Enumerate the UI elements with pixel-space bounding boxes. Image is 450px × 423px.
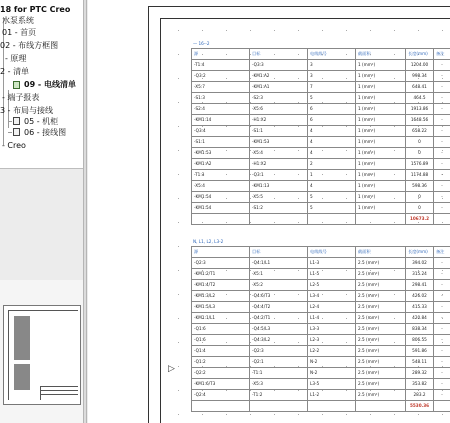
table-cell: 2 [308,159,356,170]
table-cell: 648.41 [406,82,434,93]
table-cell: 4 [308,181,356,192]
table-cell: -S1:1 [250,126,308,137]
table-cell [356,401,406,412]
table-cell: 420.84 [406,313,434,324]
column-header: 源 [192,49,250,60]
table-cell: 1 (mm²) [356,115,406,126]
table-cell: L2-2 [308,346,356,357]
table-cell: -H1:X2 [250,159,308,170]
table-cell: -KM1:5/L3 [192,302,250,313]
grid-dot [442,30,443,31]
column-header: 备注 [434,247,450,258]
table-cell: 0 [406,203,434,214]
table-cell: N-2 [308,368,356,379]
grid-dot [178,54,179,55]
table-cell: -S2:3 [250,93,308,104]
column-header: 截面积 [356,247,406,258]
table-cell: -Q4:6/T3 [250,291,308,302]
table-cell: - [434,258,450,269]
table-row[interactable] [192,93,450,104]
table-cell: -KM1:4/T2 [192,280,250,291]
table-cell: 6 [308,115,356,126]
table-cell: L1-4 [308,313,356,324]
table-row[interactable] [192,357,450,368]
tree-item-wiring-diagram[interactable]: 06 - 接线图 [24,128,67,137]
table-cell: 0 [406,192,434,203]
tree-item-creo[interactable]: - Creo [2,141,26,150]
table-cell: -Q3:1 [250,170,308,181]
grid-dot [346,30,347,31]
table-cell: 1 [308,170,356,181]
table-cell [192,401,250,412]
table-cell: -T1:2 [250,390,308,401]
grid-dot [274,414,275,415]
table-cell: 2.5 (mm²) [356,379,406,390]
table-cell: 1 (mm²) [356,148,406,159]
table-cell: -X5:2 [250,280,308,291]
table-cell: -Q4:5/L3 [250,324,308,335]
table-cell: 4 [308,137,356,148]
tree-item-layout-wiring[interactable]: 3 - 布局与接线 [0,106,54,115]
table-cell: - [434,280,450,291]
table-cell: -S1:2 [250,203,308,214]
table-cell: 1 (mm²) [356,203,406,214]
table-cell: - [434,313,450,324]
thumb-line [40,386,41,400]
table-cell: - [434,390,450,401]
table-cell: L1-3 [308,258,356,269]
table-cell: 2.5 (mm²) [356,335,406,346]
table-cell: -Q2:4 [192,390,250,401]
wire-list-table[interactable] [191,48,450,225]
table-row[interactable] [192,60,450,71]
table-cell: -KM1:A2 [250,71,308,82]
table-cell: -KM1:53 [250,137,308,148]
table-cell [308,214,356,225]
table-cell: 838.34 [406,324,434,335]
table-cell: - [434,291,450,302]
table-header-row [192,247,450,258]
drawing-icon [13,117,20,125]
table-cell: 548.11 [406,357,434,368]
table-cell: 5 [308,192,356,203]
table-cell: -S1:1 [192,137,250,148]
table-cell: 2.5 (mm²) [356,280,406,291]
table-cell: 4 [308,148,356,159]
total-length: 10673.2 [406,214,434,225]
table-cell: -KM1:6/T3 [192,379,250,390]
table-row[interactable] [192,126,450,137]
table-cell: -Q2:3 [192,258,250,269]
table-cell: -X5:6 [250,104,308,115]
table-row[interactable] [192,379,450,390]
table-row[interactable] [192,104,450,115]
table-cell: - [434,357,450,368]
grid-dot [178,270,179,271]
table-cell: -KM1:54 [192,192,250,203]
table-cell: -Q2:2 [192,368,250,379]
thumb-line [40,386,78,387]
table-cell: L1-5 [308,269,356,280]
table-row[interactable] [192,137,450,148]
table-cell: - [434,137,450,148]
table-cell: 353.82 [406,379,434,390]
table-cell: 1648.56 [406,115,434,126]
drawing-icon [13,128,20,136]
table-cell [192,214,250,225]
table-row[interactable] [192,258,450,269]
table-cell [250,214,308,225]
table-cell: -H1:X2 [250,115,308,126]
column-header: 目标 [250,49,308,60]
table-cell: L2-5 [308,280,356,291]
grid-dot [370,30,371,31]
table-cell: 4 [308,126,356,137]
table-cell: 2.5 (mm²) [356,324,406,335]
tree-root[interactable]: 18 for PTC Creo [0,5,71,14]
thumb-line [40,394,78,395]
table-cell: - [434,379,450,390]
table-cell: -KM1:A1 [250,82,308,93]
table-cell: -T1:3 [192,170,250,181]
total-length: 5530.36 [406,401,434,412]
table-cell: - [434,82,450,93]
table-cell: 464.5 [406,93,434,104]
table-cell: 3 [308,60,356,71]
thumb-table [14,316,30,360]
table-cell: 1576.89 [406,159,434,170]
table-cell: 315.24 [406,269,434,280]
grid-dot [226,30,227,31]
table-row[interactable] [192,280,450,291]
grid-dot [394,414,395,415]
grid-dot [178,78,179,79]
panel-divider [0,168,83,169]
column-header: 电线线号 [308,49,356,60]
tree-branch [8,132,12,133]
column-header: 长度(mm) [406,49,434,60]
table-cell: 658.22 [406,126,434,137]
table-cell: - [434,126,450,137]
table-cell: -S2:4 [192,104,250,115]
grid-dot [322,414,323,415]
grid-dot [178,390,179,391]
column-header: 备注 [434,49,450,60]
table-row[interactable] [192,181,450,192]
table-cell: 0 [406,148,434,159]
table-row[interactable] [192,324,450,335]
table-cell: -Q4:4/T2 [250,302,308,313]
table-cell: -X5:5 [250,192,308,203]
table-cell: -KM1:54 [192,203,250,214]
grid-dot [274,30,275,31]
table-cell: 2.5 (mm²) [356,302,406,313]
grid-dot [250,414,251,415]
table-cell: 2.5 (mm²) [356,346,406,357]
table-row[interactable] [192,159,450,170]
table-cell: - [434,368,450,379]
table-cell: 2.5 (mm²) [356,258,406,269]
wire-list-table[interactable] [191,246,450,412]
tree-item-schematic[interactable]: - 原理 [5,54,27,63]
table-header-row [192,49,450,60]
table-cell: - [434,335,450,346]
table-cell: -KM1:A2 [192,159,250,170]
table-cell: 289.32 [406,368,434,379]
table-row[interactable] [192,170,450,181]
grid-dot [418,30,419,31]
grid-dot [298,30,299,31]
grid-dot [394,30,395,31]
table-cell: 1 (mm²) [356,104,406,115]
group-title: — 16--2 [193,41,210,46]
table-cell [308,401,356,412]
table-cell: 598.36 [406,181,434,192]
grid-dot [370,414,371,415]
grid-dot [178,150,179,151]
grid-dot [178,414,179,415]
grid-dot [178,198,179,199]
grid-dot [178,318,179,319]
grid-dot [178,294,179,295]
table-cell: 0 [406,137,434,148]
project-tree[interactable] [0,0,83,168]
table-cell: L3-4 [308,291,356,302]
table-cell: L3-3 [308,324,356,335]
group-title: N, L1, L2, L3-2 [193,239,224,244]
thumb-table [14,364,30,390]
tree-branch [8,121,12,122]
thumb-line [8,310,9,400]
table-row[interactable] [192,335,450,346]
grid-dot [298,414,299,415]
table-cell: - [434,159,450,170]
table-cell: - [434,115,450,126]
table-cell: 2.5 (mm²) [356,368,406,379]
table-cell: 7 [308,82,356,93]
drawing-canvas[interactable] [88,0,450,423]
tree-item-homepage[interactable]: 01 - 首页 [2,28,37,37]
table-cell: 2.5 (mm²) [356,269,406,280]
table-cell: 415.33 [406,302,434,313]
table-cell: 806.55 [406,335,434,346]
table-cell: -Q3:4 [192,126,250,137]
grid-dot [226,414,227,415]
grid-dot [178,126,179,127]
grid-dot [322,30,323,31]
grid-dot [178,246,179,247]
table-cell: - [434,192,450,203]
table-cell: -KM1:1/L1 [192,313,250,324]
table-cell: 1913.86 [406,104,434,115]
grid-dot [346,414,347,415]
table-cell: 1 (mm²) [356,137,406,148]
table-row[interactable] [192,203,450,214]
table-cell: 1 (mm²) [356,93,406,104]
table-cell: 1 (mm²) [356,71,406,82]
table-cell: 5 [308,203,356,214]
table-row[interactable] [192,82,450,93]
table-cell: L2-3 [308,335,356,346]
grid-dot [178,222,179,223]
table-cell: 2.5 (mm²) [356,357,406,368]
table-cell: -Q1:2 [192,357,250,368]
table-cell: - [434,269,450,280]
table-cell: - [434,170,450,181]
table-cell [250,401,308,412]
table-cell: 1 (mm²) [356,192,406,203]
grid-dot [178,366,179,367]
table-cell: -X5:7 [192,82,250,93]
grid-dot [250,30,251,31]
table-cell: -Q4:3/L2 [250,335,308,346]
grid-dot [442,414,443,415]
table-cell: - [434,203,450,214]
table-cell: 591.86 [406,346,434,357]
table-cell: -KM1:13 [250,181,308,192]
table-cell: -Q2:1 [250,357,308,368]
grid-dot [178,102,179,103]
table-cell: -T1:1 [250,368,308,379]
table-cell: 2.5 (mm²) [356,291,406,302]
table-cell [356,214,406,225]
thumb-line [8,310,78,311]
table-cell: 6 [308,104,356,115]
table-cell: -X5:4 [250,148,308,159]
total-row [192,401,450,412]
table-cell: - [434,104,450,115]
table-cell: 3 [308,71,356,82]
table-cell: -Q3:3 [250,60,308,71]
sheet-marker: ▷ [168,364,175,374]
table-cell: -KM1:53 [192,148,250,159]
grid-dot [202,414,203,415]
table-cell: 1 (mm²) [356,60,406,71]
table-cell: N-2 [308,357,356,368]
table-cell: -KM1:3/L2 [192,291,250,302]
table-cell: - [434,181,450,192]
table-cell: 5 [308,93,356,104]
table-cell: 426.02 [406,291,434,302]
table-cell: 2.5 (mm²) [356,390,406,401]
table-row[interactable] [192,302,450,313]
table-row[interactable] [192,192,450,203]
table-cell: -Q1:6 [192,335,250,346]
table-cell: -Q1:4 [192,346,250,357]
splitter[interactable] [83,0,87,423]
table-row[interactable] [192,346,450,357]
total-row [192,214,450,225]
table-cell: - [434,302,450,313]
table-cell: - [434,93,450,104]
table-cell: - [434,324,450,335]
table-cell: -T1:4 [192,60,250,71]
table-cell: 1204.00 [406,60,434,71]
tree-item-wiring-block[interactable]: 02 - 布线方框图 [0,41,59,50]
column-header: 长度(mm) [406,247,434,258]
tree-item-wire-list[interactable]: 09 - 电线清单 [24,80,77,89]
table-row[interactable] [192,115,450,126]
table-cell: L2-4 [308,302,356,313]
grid-dot [178,174,179,175]
table-row[interactable] [192,71,450,82]
thumb-line [40,390,78,391]
table-cell: -X5:1 [250,269,308,280]
table-cell: 1 (mm²) [356,181,406,192]
grid-dot [178,30,179,31]
column-header: 目标 [250,247,308,258]
report-icon [13,81,20,89]
preview-thumbnail[interactable] [3,305,81,405]
table-cell: - [434,60,450,71]
table-cell: - [434,71,450,82]
tree-item-lists[interactable]: 2 - 清单 [0,67,30,76]
table-cell [434,214,450,225]
table-cell: 1174.88 [406,170,434,181]
table-cell: 298.41 [406,280,434,291]
grid-dot [202,30,203,31]
table-cell: 1 (mm²) [356,82,406,93]
table-cell: -Q4:2/T1 [250,313,308,324]
table-cell: -Q2:3 [250,346,308,357]
table-cell: L1-2 [308,390,356,401]
table-row[interactable] [192,269,450,280]
table-cell [434,401,450,412]
table-cell: 998.34 [406,71,434,82]
table-cell: -KM1:14 [192,115,250,126]
table-cell: 283.2 [406,390,434,401]
table-cell: 1 (mm²) [356,159,406,170]
tree-item-terminal-report[interactable]: - 端子报表 [2,93,40,102]
table-cell: -S1:3 [192,93,250,104]
table-cell: -Q4:1/L1 [250,258,308,269]
table-cell: 1 (mm²) [356,126,406,137]
table-cell: -Q3:2 [192,71,250,82]
table-cell: -X5:4 [192,181,250,192]
grid-dot [418,414,419,415]
table-cell: L3-5 [308,379,356,390]
column-header: 电线线号 [308,247,356,258]
table-cell: -Q1:6 [192,324,250,335]
table-row[interactable] [192,291,450,302]
column-header: 源 [192,247,250,258]
table-cell: 2.5 (mm²) [356,313,406,324]
table-cell: 394.02 [406,258,434,269]
table-cell: 1 (mm²) [356,170,406,181]
table-cell: - [434,148,450,159]
tree-item-system[interactable]: 水泵系统 [2,16,34,25]
tree-item-cabinet[interactable]: 05 - 机柜 [24,117,59,126]
column-header: 截面积 [356,49,406,60]
table-cell: -X5:3 [250,379,308,390]
table-row[interactable] [192,390,450,401]
table-cell: -KM1:2/T1 [192,269,250,280]
table-cell: - [434,346,450,357]
table-row[interactable] [192,368,450,379]
table-row[interactable] [192,313,450,324]
grid-dot [178,342,179,343]
table-row[interactable] [192,148,450,159]
